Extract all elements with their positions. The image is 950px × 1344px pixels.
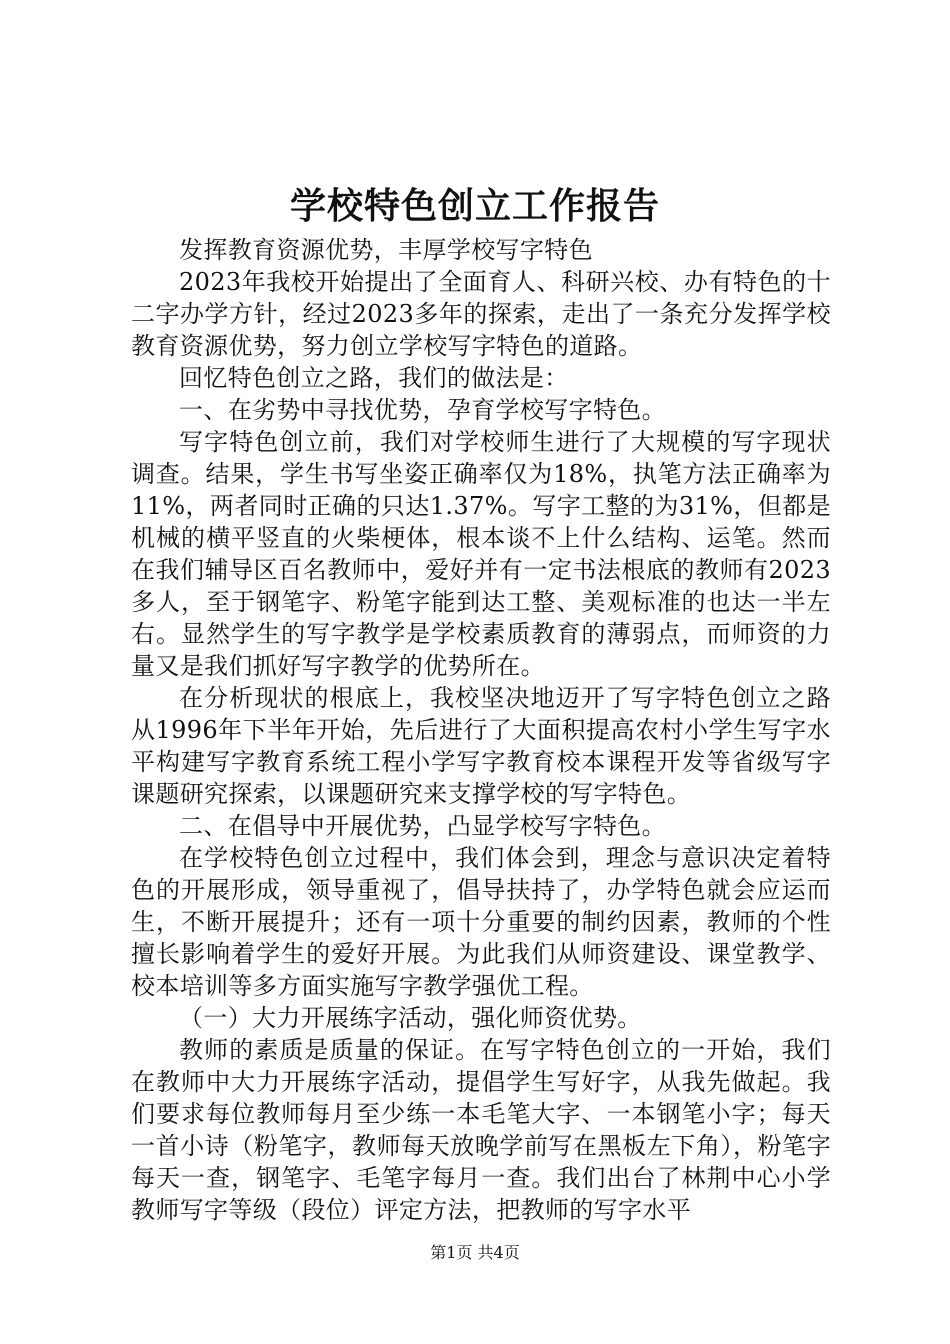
subtitle-paragraph: 发挥教育资源优势，丰厚学校写字特色 — [179, 236, 593, 264]
paragraph: 2023年我校开始提出了全面育人、科研兴校、办有特色的十二字办学方针，经过2023多年的探索，走出了一条充分发挥学校教育资源优势，努力创立学校写字特色的道路。 — [131, 268, 831, 360]
document-body — [131, 234, 831, 1226]
paragraph: 在学校特色创立过程中，我们体会到，理念与意识决定着特色的开展形成，领导重视了，倡导扶持了，办学特色就会应运而生，不断开展提升；还有一项十分重要的制约因素，教师的个性擅长影响着学生的爱好开展。为此我们从师资建设、课堂教学、校本培训等多方面实施写字教学强优工程。 — [131, 844, 831, 1000]
section-heading: 二、在倡导中开展优势，凸显学校写字特色。 — [179, 812, 666, 840]
paragraph: 写字特色创立前，我们对学校师生进行了大规模的写字现状调查。结果，学生书写坐姿正确率仅为18%，执笔方法正确率为11%，两者同时正确的只达1.37%。写字工整的为31%，但都是机械的横平竖直的火柴梗体，根本谈不上什么结构、运笔。然而在我们辅导区百名教师中，爱好并有一定书法根底的教师有2023多人，至于钢笔字、粉笔字能到达工整、美观标准的也达一半左右。显然学生的写字教学是学校素质教育的薄弱点，而师资的力量又是我们抓好写字教学的优势所在。 — [131, 428, 831, 680]
paragraph: 在分析现状的根底上，我校坚决地迈开了写字特色创立之路从1996年下半年开始，先后进行了大面积提高农村小学生写字水平构建写字教育系统工程小学写字教育校本课程开发等省级写字课题研究探索，以课题研究来支撑学校的写字特色。 — [131, 684, 831, 808]
subsection-heading: （一）大力开展练字活动，强化师资优势。 — [179, 1004, 642, 1032]
paragraph: 教师的素质是质量的保证。在写字特色创立的一开始，我们在教师中大力开展练字活动，提倡学生写好字，从我先做起。我们要求每位教师每月至少练一本毛笔大字、一本钢笔小字；每天一首小诗（粉笔字，教师每天放晚学前写在黑板左下角），粉笔字每天一查，钢笔字、毛笔字每月一查。我们出台了林荆中心小学教师写字等级（段位）评定方法，把教师的写字水平 — [131, 1036, 831, 1224]
page-footer: 第1页 共4页 — [430, 1243, 520, 1262]
paragraph: 回忆特色创立之路，我们的做法是： — [179, 364, 569, 392]
section-heading: 一、在劣势中寻找优势，孕育学校写字特色。 — [179, 396, 666, 424]
page-title: 学校特色创立工作报告 — [289, 186, 660, 227]
